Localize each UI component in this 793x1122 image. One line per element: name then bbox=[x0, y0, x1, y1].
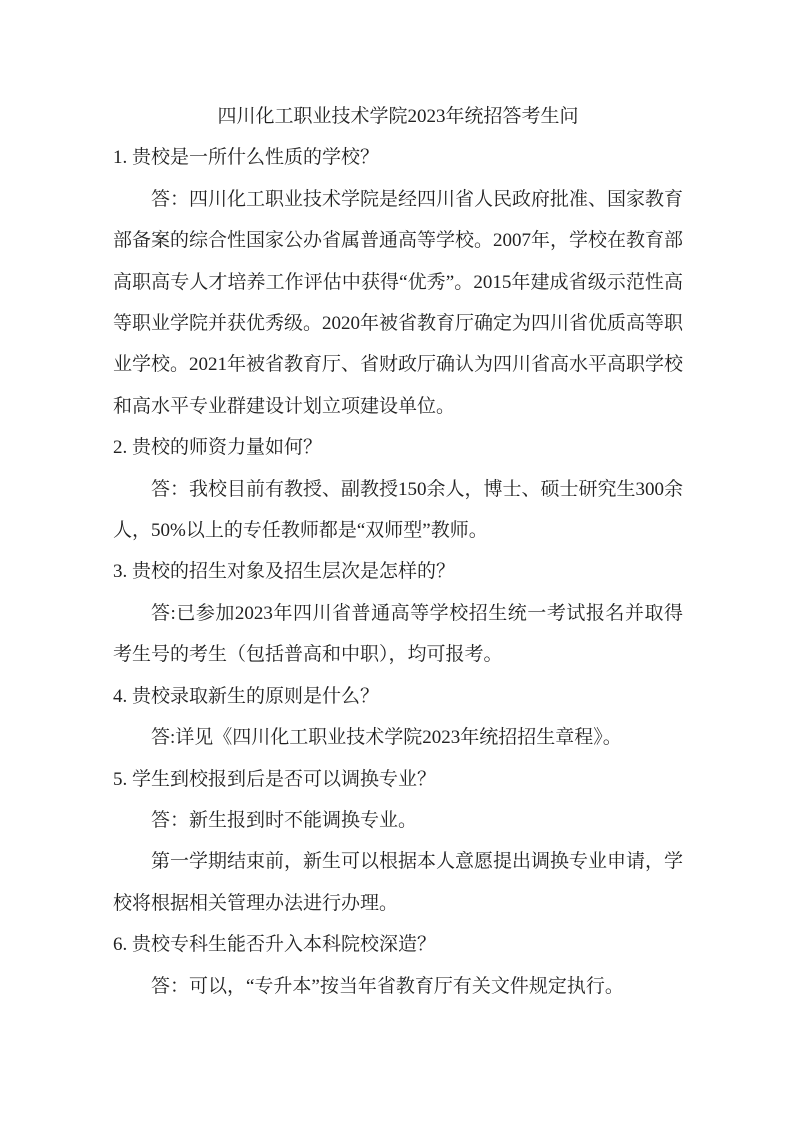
answer-paragraph: 答：四川化工职业技术学院是经四川省人民政府批准、国家教育部备案的综合性国家公办省属普通高等学校。2007年，学校在教育部高职高专人才培养工作评估中获得“优秀”。2015年建成省级示范性高等职业学院并获优秀级。2020年被省教育厅确定为四川省优质高等职业学校。2021年被省教育厅、省财政厅确认为四川省高水平高职学校和高水平专业群建设计划立项建设单位。 bbox=[113, 188, 684, 417]
answer-paragraph: 答:已参加2023年四川省普通高等学校招生统一考试报名并取得考生号的考生（包括普高和中职），均可报考。 bbox=[113, 602, 683, 666]
answer-paragraph: 答:详见《四川化工职业技术学院2023年统招招生章程》。 bbox=[151, 727, 622, 749]
answer-paragraph: 答：可以，“专升本”按当年省教育厅有关文件规定执行。 bbox=[151, 975, 624, 997]
document-title: 四川化工职业技术学院2023年统招答考生问 bbox=[217, 106, 579, 127]
question-line: 4. 贵校录取新生的原则是什么？ bbox=[113, 685, 380, 707]
qa-list bbox=[113, 137, 683, 1007]
question-line: 6. 贵校专科生能否升入本科院校深造？ bbox=[113, 934, 437, 956]
answer-paragraph: 答：新生报到时不能调换专业。 bbox=[151, 809, 418, 831]
answer-paragraph: 答：我校目前有教授、副教授150余人，博士、硕士研究生300余人，50%以上的专任教师都是“双师型”教师。 bbox=[113, 478, 684, 542]
question-line: 5. 学生到校报到后是否可以调换专业？ bbox=[113, 768, 437, 790]
question-line: 2. 贵校的师资力量如何？ bbox=[113, 437, 323, 459]
answer-paragraph: 第一学期结束前，新生可以根据本人意愿提出调换专业申请，学校将根据相关管理办法进行办理。 bbox=[113, 851, 684, 914]
question-line: 3. 贵校的招生对象及招生层次是怎样的？ bbox=[113, 561, 456, 583]
question-line: 1. 贵校是一所什么性质的学校？ bbox=[113, 147, 380, 169]
